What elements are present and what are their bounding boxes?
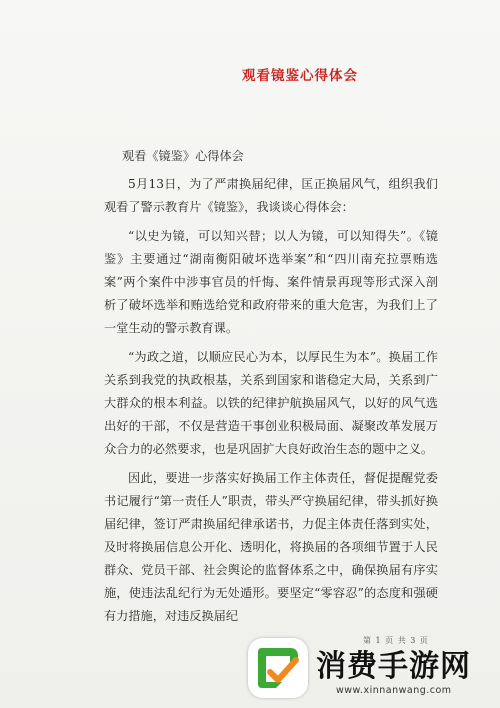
watermark-url: www.xinnanwang.com [336, 685, 452, 696]
header-title: 观看镜鉴心得体会 [242, 68, 358, 84]
page-indicator: 第 1 页 共 3 页 [363, 636, 429, 645]
document-title: 观看《镜鉴》心得体会 [122, 149, 244, 163]
brand-logo-icon [248, 638, 308, 698]
paragraph-2: “以史为镜，可以知兴替；以人为镜，可以知得失”。《镜鉴》主要通过“湖南衡阳破坏选举案”和“四川南充拉票贿选案”两个案件中涉事官员的忏悔、案件情景再现等形式深入剖析了破坏选举和贿选给党和政府带来的重大危害，为我们上了一堂生动的警示教育课。 [104, 229, 438, 335]
paragraph-1: 5月13日，为了严肃换届纪律，匡正换届风气，组织我们观看了警示教育片《镜鉴》，我谈谈心得体会： [104, 177, 438, 214]
document-body [104, 145, 438, 628]
paragraph-4: 因此，要进一步落实好换届工作主体责任，督促提醒党委书记履行“第一责任人”职责，带头严守换届纪律，带头抓好换届纪律，签订严肃换届纪律承诺书，力促主体责任落到实处，及时将换届信息公开化、透明化，将换届的各项细节置于人民群众、党员干部、社会舆论的监督体系之中，确保换届有序实施，使违法乱纪行为无处遁形。要坚定“零容忍”的态度和强硬有力措施，对违反换届纪 [104, 471, 438, 623]
watermark [248, 637, 500, 708]
paragraph-3: “为政之道，以顺应民心为本，以厚民生为本”。换届工作关系到我党的执政根基，关系到国家和谐稳定大局，关系到广大群众的根本利益。以铁的纪律护航换届风气，以好的风气选出好的干部，不仅是营造干事创业积极局面、凝聚改革发展万众合力的必然要求，也是巩固扩大良好政治生态的题中之义。 [104, 350, 438, 456]
watermark-brand: 消费手游网 [316, 649, 471, 684]
